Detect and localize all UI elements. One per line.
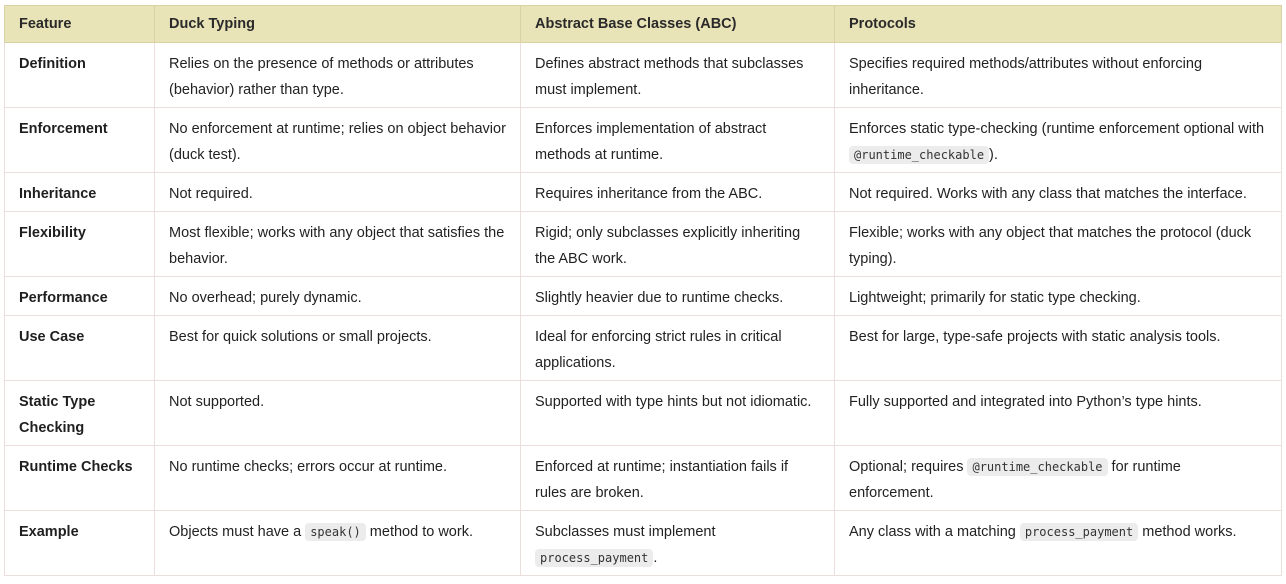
inline-code: process_payment xyxy=(1020,523,1138,541)
cell-text: Any class with a matching xyxy=(849,524,1020,540)
table-body xyxy=(5,43,1282,576)
feature-cell: Use Case xyxy=(5,316,155,381)
feature-cell: Flexibility xyxy=(5,212,155,277)
feature-cell: Static Type Checking xyxy=(5,381,155,446)
inline-code: @runtime_checkable xyxy=(967,458,1107,476)
comparison-table-container xyxy=(4,5,1281,576)
cell-text: Subclasses must implement xyxy=(535,524,716,540)
abc-cell: Supported with type hints but not idiomatic. xyxy=(521,381,835,446)
cell-text: ). xyxy=(989,147,998,163)
header-duck-typing: Duck Typing xyxy=(155,6,521,43)
comparison-table xyxy=(4,5,1282,576)
protocols-cell: Lightweight; primarily for static type checking. xyxy=(835,277,1282,316)
table-row xyxy=(5,173,1282,212)
duck-typing-cell: Not required. xyxy=(155,173,521,212)
table-row xyxy=(5,511,1282,576)
table-row xyxy=(5,277,1282,316)
duck-typing-cell: No enforcement at runtime; relies on object behavior (duck test). xyxy=(155,108,521,173)
duck-typing-cell: No runtime checks; errors occur at runtime. xyxy=(155,446,521,511)
cell-text: . xyxy=(653,550,658,566)
duck-typing-cell: Best for quick solutions or small projects. xyxy=(155,316,521,381)
table-header xyxy=(5,6,1282,43)
abc-cell: Defines abstract methods that subclasses must implement. xyxy=(521,43,835,108)
protocols-cell xyxy=(835,108,1282,173)
header-row xyxy=(5,6,1282,43)
cell-text: for runtime enforcement. xyxy=(849,459,1181,501)
feature-cell: Inheritance xyxy=(5,173,155,212)
inline-code: process_payment xyxy=(535,549,653,567)
header-feature: Feature xyxy=(5,6,155,43)
protocols-cell: Fully supported and integrated into Python’s type hints. xyxy=(835,381,1282,446)
table-row xyxy=(5,381,1282,446)
duck-typing-cell xyxy=(155,511,521,576)
abc-cell: Enforced at runtime; instantiation fails if rules are broken. xyxy=(521,446,835,511)
feature-cell: Definition xyxy=(5,43,155,108)
feature-cell: Example xyxy=(5,511,155,576)
feature-cell: Performance xyxy=(5,277,155,316)
protocols-cell: Best for large, type-safe projects with static analysis tools. xyxy=(835,316,1282,381)
protocols-cell: Not required. Works with any class that matches the interface. xyxy=(835,173,1282,212)
cell-text: method works. xyxy=(1138,524,1237,540)
header-protocols: Protocols xyxy=(835,6,1282,43)
protocols-cell: Flexible; works with any object that matches the protocol (duck typing). xyxy=(835,212,1282,277)
table-row xyxy=(5,446,1282,511)
protocols-cell xyxy=(835,511,1282,576)
table-row xyxy=(5,108,1282,173)
abc-cell xyxy=(521,511,835,576)
duck-typing-cell: No overhead; purely dynamic. xyxy=(155,277,521,316)
abc-cell: Ideal for enforcing strict rules in critical applications. xyxy=(521,316,835,381)
header-abc: Abstract Base Classes (ABC) xyxy=(521,6,835,43)
cell-text: method to work. xyxy=(365,524,473,540)
inline-code: @runtime_checkable xyxy=(849,146,989,164)
duck-typing-cell: Most flexible; works with any object that satisfies the behavior. xyxy=(155,212,521,277)
cell-text: Enforces static type-checking (runtime enforcement optional with xyxy=(849,121,1265,137)
table-row xyxy=(5,316,1282,381)
feature-cell: Runtime Checks xyxy=(5,446,155,511)
abc-cell: Enforces implementation of abstract methods at runtime. xyxy=(521,108,835,173)
inline-code: speak() xyxy=(305,523,366,541)
cell-text: Objects must have a xyxy=(169,524,306,540)
table-row xyxy=(5,212,1282,277)
protocols-cell xyxy=(835,446,1282,511)
feature-cell: Enforcement xyxy=(5,108,155,173)
table-row xyxy=(5,43,1282,108)
cell-text: Optional; requires xyxy=(849,459,968,475)
duck-typing-cell: Relies on the presence of methods or attributes (behavior) rather than type. xyxy=(155,43,521,108)
abc-cell: Requires inheritance from the ABC. xyxy=(521,173,835,212)
abc-cell: Slightly heavier due to runtime checks. xyxy=(521,277,835,316)
abc-cell: Rigid; only subclasses explicitly inheriting the ABC work. xyxy=(521,212,835,277)
protocols-cell: Specifies required methods/attributes without enforcing inheritance. xyxy=(835,43,1282,108)
duck-typing-cell: Not supported. xyxy=(155,381,521,446)
